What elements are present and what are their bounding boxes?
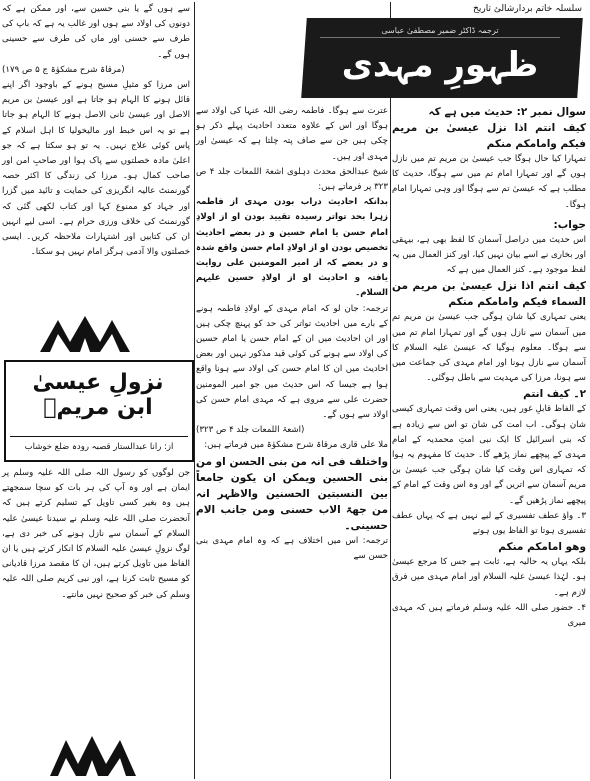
article-title: نزولِ عیسیٰ ابن مریمؑ — [32, 370, 164, 420]
paragraph: ترجمہ: جان لو کہ امام مہدی کے اولادِ فاطمہ ہونے کے بارے میں احادیث تواتر کی حد کو پہنچ چکی ہیں اور ان احادیث میں ان کے امام حسن یا امام حسین کی اولاد سے ہونے کی کوئی قید مذکور نہیں اور بعض احادیث میں ان کا امام حسن کی اولاد سے ہونا واقع ہوا ہے جیسا کہ اس حدیث میں جو امیر المومنین حضرت علی سے مروی ہے کہ مہدی امام حسن کی اولاد سے ہوں گے۔ — [196, 303, 388, 421]
paragraph: سے ہوں گے یا بنی حسین سے، اور ممکن ہے کہ دونوں کی اولاد سے ہوں اور غالب یہ ہے کہ باپ کی طرف سے حسنی اور ماں کی طرف سے حسینی ہوں گے۔ — [2, 4, 190, 60]
reference: (مرقاۃ شرح مشکوٰۃ ج ۵ ص ۱۷۹) — [2, 64, 125, 75]
paragraph: ۴۔ حضور صلی اللہ علیہ وسلم فرماتے ہیں کہ مہدی میری — [392, 602, 586, 629]
column-right — [392, 104, 586, 631]
column-left — [2, 0, 190, 260]
paragraph: شیخ عبدالحق محدث دہلوی اشعۃ اللمعات جلد ۴ ص ۳۲۳ پر فرماتے ہیں: — [196, 166, 388, 193]
column-divider — [194, 2, 195, 779]
column-left-lower — [2, 466, 190, 603]
ornament-icon — [50, 730, 150, 776]
paragraph: کے الفاظ قابلِ غور ہیں، یعنی اس وقت تمہاری کیسی شان ہوگی۔ اب امت کی شان تو اس سے زیادہ ہے کہ بنی اسرائیل کا ایک نبی امتِ محمدیہ کے امام مہدی کے پیچھے نماز پڑھے گا۔ حدیث کا مفہوم یہ ہوا کہ تمہاری اس وقت کیا شان ہوگی جب عیسیٰ بن مریم آسمان سے اتریں گے اور وہ اس وقت کے امام کے پیچھے نماز پڑھیں گے۔ — [392, 404, 586, 506]
article-title-box — [4, 360, 194, 462]
masthead-title: ظہورِ مہدی — [341, 45, 539, 85]
paragraph: اس حدیث میں دراصل آسمان کا لفظ بھی ہے، بیہقی اور بخاری نے اسے بیان نہیں کیا، اور کنز العمال میں یہ لفظ موجود ہے۔ کنز العمال میں ہے کہ — [392, 234, 586, 276]
masthead-subtitle: ترجمہ ڈاکٹر ضمیر مصطفیٰ عباسی — [320, 26, 560, 38]
arabic-quote: کیف انتم اذا نزل عیسیٰ بن مریم من السماء فیکم وامامکم منکم — [392, 280, 586, 309]
answer-heading: جواب: — [553, 218, 586, 231]
masthead-top-line: سلسلہ خاتم بردارشالئ تاریخ — [473, 4, 582, 14]
ornament-icon — [40, 312, 150, 352]
section-heading: ۲۔ کیف انتم — [523, 388, 586, 401]
arabic-quote: کیف انتم اذا نزل عیسیٰ بن مریم فیکم وامامکم منکم — [392, 122, 586, 150]
arabic-quote: وھو امامکم منکم — [498, 541, 586, 554]
paragraph: ترجمہ: اس میں اختلاف ہے کہ وہ امام مہدی بنی حسن سے — [196, 535, 388, 561]
paragraph: عترت سے ہوگا۔ فاطمہ رضی اللہ عنہا کی اولاد سے ہوگا اور اس کے علاوہ متعدد احادیث پہلے ذکر ہو چکی ہیں جن سے صاف پتہ چلتا ہے کہ عیسیٰ اور مہدی اور ہیں۔ — [196, 106, 388, 162]
paragraph: ملا علی قاری مرقاۃ شرح مشکوٰۃ میں فرماتے ہیں: — [204, 440, 388, 451]
article-author: از: رانا عبدالستار قصبہ رودہ ضلع خوشاب — [10, 436, 188, 452]
paragraph: بلکہ یہاں یہ حالیہ ہے، ثابت ہے جس کا مرجع عیسیٰ ہو۔ لہٰذا عیسیٰ علیہ السلام اور امام مہدی میں فرق لازم ہے۔ — [392, 557, 586, 598]
column-divider — [390, 2, 391, 779]
paragraph: یعنی تمہاری کیا شان ہوگی جب عیسیٰ بن مریم تم میں آسمان سے نازل ہوں گے اور تمہارا امام تم میں سے ہوگا۔ معلوم ہوگیا کہ عیسیٰ علیہ السلام کا آسمان سے نازل ہونا اور امام مہدی کی جماعت میں سے ہونا، مرزا کی مہدیت سے باطل ہوگئی۔ — [392, 312, 586, 384]
persian-quote: بدانکہ احادیث دراب بودن مہدی از فاطمہ زہرا بحد تواتر رسیدہ تقیید بودن او از اولادِ امام حسن یا امام حسین و در بعضے احادیث تخصیص بودن او از اولادِ امام حسن واقع شدہ و در بعضے کہ از امیر المومنین علی روایت یافتہ و احادیث او از اولادِ حسین علیہم السلام۔ — [196, 197, 388, 299]
masthead — [196, 4, 588, 100]
column-middle — [196, 104, 388, 564]
paragraph: ۳۔ واؤ عطف تفسیری کے لیے نہیں ہے کہ یہاں عطف تفسیری ہوتا تو الفاظ یوں ہوتے — [392, 510, 586, 537]
paragraph: اس مرزا کو مثیلِ مسیح ہونے کے باوجود اگر اپنے قائل ہونے کا الہام ہو جاتا ہے اور عیسیٰ بن مریم الاصل اور عیسیٰ ثانی الاصل ہونے کا الہام ہو جاتا ہے تو یہ اس خبط اور مالیخولیا کا اہل اسلام کے پاس کوئی علاج نہیں۔ یہ تو ہو سکتا ہے کہ جو اعلیٰ مادہ خصلتوں سے پاک ہوا اور صاحبِ امن اور صاحب کمال ہو۔ مرزا کی زندگی کا اکثر حصہ گورنمنٹ عالیہ انگریزی کی حمایت و تائید میں گزرا اور جہاد کو ممنوع کہا اور کتاب لکھی گئی کہ گورنمنٹ کی خلاف ورزی حرام ہے۔ اسی لیے انہیں ان کی کتابیں اور اشتہارات ملاحظہ کریں۔ ایسی خصلتوں والا آدمی ہرگز امام نہیں ہو سکتا۔ — [2, 80, 190, 258]
question-heading: سوال نمبر ۲: حدیث میں ہے کہ — [428, 106, 586, 118]
reference: (اشعۃ اللمعات جلد ۴ ص ۳۲۳) — [196, 425, 305, 436]
paragraph: تمہارا کیا حال ہوگا جب عیسیٰ بن مریم تم میں نازل ہوں گے اور تمہارا امام تم میں سے ہوگا، حدیث کا مطلب ہے کہ عیسیٰ تم سے ہوگا اور وہی تمہارا امام ہوگا۔ — [392, 154, 586, 210]
paragraph: جن لوگوں کو رسول اللہ صلی اللہ علیہ وسلم پر ایمان ہے اور وہ آپ کی ہر بات کو سچا سمجھتے ہیں وہ بغیر کسی تاویل کے تسلیم کرتے ہیں کہ آنحضرت صلی اللہ علیہ وسلم نے سیدنا عیسیٰ علیہ السلام کے آسمان سے نازل ہونے کی خبر دی ہے، لوگ نزولِ عیسیٰ علیہ السلام کا انکار کرتے ہیں یا ان الفاظ میں تاویل کرتے ہیں، ان کا مقصد مرزا قادیانی کو مسیح ثابت کرنا ہے، اور نبی کریم صلی اللہ علیہ وسلم کی خبر کو صحیح نہیں مانتے۔ — [1, 468, 190, 600]
arabic-quote: واختلف فی انہ من بنی الحسن او من بنی الحسین ویمکن ان یکون جامعاً بین النسبتین الحسنین والاظہر انہ من جھۃ الاب حسنی ومن جانب الام حسینی۔ — [196, 455, 388, 532]
